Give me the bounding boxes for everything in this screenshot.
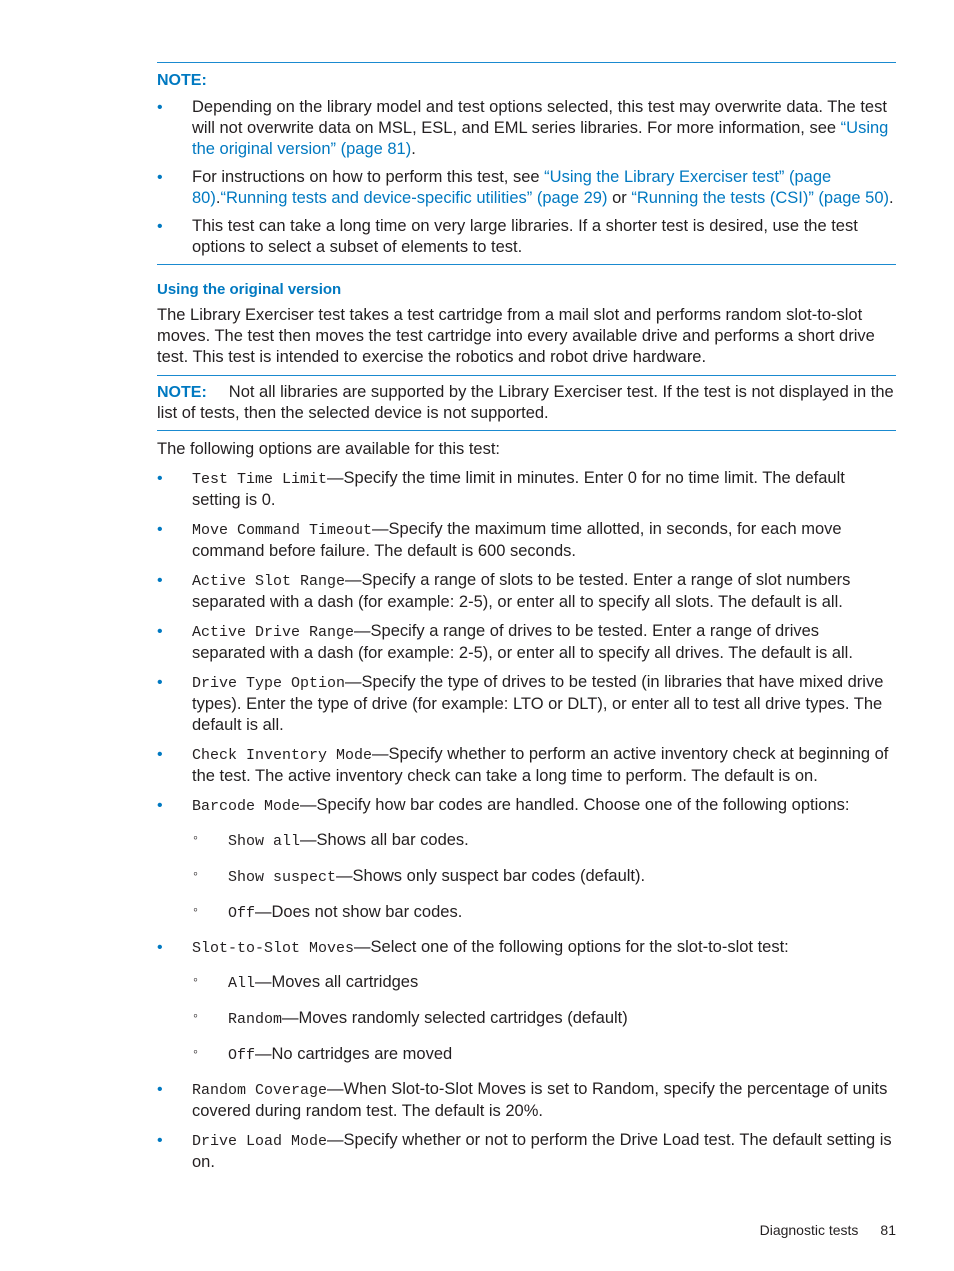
sub-option-item: ◦ Show suspect—Shows only suspect bar codes (default).	[157, 866, 896, 888]
section-paragraph: The Library Exerciser test takes a test cartridge from a mail slot and performs random slot-to-slot moves. The test then moves the test cartridge into every available drive and performs a short drive test. This test is intended to exercise the robotics and robot drive hardware.	[157, 306, 875, 366]
option-code: Show all	[228, 833, 301, 850]
option-item: • Drive Load Mode—Specify whether or not to perform the Drive Load test. The default setting is on.	[157, 1130, 896, 1173]
note2	[157, 382, 896, 424]
note-bullet-overwrite: • Depending on the library model and test options selected, this test may overwrite data. The test will not overwrite data on MSL, ESL, and EML series libraries. For more information, see “Using the original version” (page 81).	[157, 97, 896, 160]
note2-top-rule	[157, 375, 896, 376]
option-item: • Active Slot Range—Specify a range of slots to be tested. Enter a range of slot numbers separated with a dash (for example: 2-5), or enter all to specify all slots. The default is all.	[157, 570, 896, 613]
link-running-tests-csi[interactable]: “Running the tests (CSI)” (page 50)	[631, 189, 890, 207]
link-running-tests[interactable]: “Running tests and device-specific utilities” (page 29)	[220, 189, 608, 207]
note-top-rule	[157, 62, 896, 63]
option-code: Barcode Mode	[192, 798, 301, 815]
footer-page-number: 81	[880, 1222, 896, 1238]
sub-option-item: ◦ Show all—Shows all bar codes.	[157, 830, 896, 852]
page-content	[157, 62, 896, 1173]
note-heading: NOTE:	[157, 72, 207, 89]
option-code: Drive Type Option	[192, 675, 346, 692]
note-bottom-rule	[157, 264, 896, 265]
note2-heading: NOTE:	[157, 384, 207, 401]
footer-section: Diagnostic tests	[759, 1222, 859, 1238]
sub-option-item: ◦ All—Moves all cartridges	[157, 972, 896, 994]
option-code: Active Slot Range	[192, 573, 346, 590]
note-bullet-instructions: • For instructions on how to perform this test, see “Using the Library Exerciser test” (page 80).“Running tests and device-specific utilities” (page 29) or “Running the tests (CSI)” (page 50).	[157, 167, 896, 209]
option-code: Slot-to-Slot Moves	[192, 940, 355, 957]
option-code: Off	[228, 905, 256, 922]
option-code: Test Time Limit	[192, 471, 328, 488]
sub-option-item: ◦ Random—Moves randomly selected cartridges (default)	[157, 1008, 896, 1030]
option-item: • Check Inventory Mode—Specify whether to perform an active inventory check at beginning of the test. The active inventory check can take a long time to perform. The default is on.	[157, 744, 896, 787]
page-footer	[760, 1222, 896, 1238]
option-item: • Random Coverage—When Slot-to-Slot Moves is set to Random, specify the percentage of units covered during random test. The default is 20%.	[157, 1079, 896, 1122]
sub-option-item: ◦ Off—Does not show bar codes.	[157, 902, 896, 924]
option-code: Random Coverage	[192, 1082, 328, 1099]
sub-option-item: ◦ Off—No cartridges are moved	[157, 1044, 896, 1066]
option-code: Show suspect	[228, 869, 337, 886]
option-code: Move Command Timeout	[192, 522, 373, 539]
option-code: Drive Load Mode	[192, 1133, 328, 1150]
option-code: All	[228, 975, 256, 992]
note-bullet-long-time: • This test can take a long time on very large libraries. If a shorter test is desired, use the test options to select a subset of elements to test.	[157, 216, 896, 258]
option-item: • Slot-to-Slot Moves—Select one of the following options for the slot-to-slot test:	[157, 937, 896, 959]
option-code: Active Drive Range	[192, 624, 355, 641]
option-item: • Move Command Timeout—Specify the maximum time allotted, in seconds, for each move command before failure. The default is 600 seconds.	[157, 519, 896, 562]
option-item: • Active Drive Range—Specify a range of drives to be tested. Enter a range of drives separated with a dash (for example: 2-5), or enter all to specify all drives. The default is all.	[157, 621, 896, 664]
note2-bottom-rule	[157, 430, 896, 431]
note2-text: Not all libraries are supported by the Library Exerciser test. If the test is not displayed in the list of tests, then the selected device is not supported.	[157, 383, 894, 422]
option-code: Check Inventory Mode	[192, 747, 373, 764]
options-list	[157, 468, 896, 1173]
options-intro: The following options are available for this test:	[157, 440, 501, 458]
section-heading: Using the original version	[157, 281, 342, 298]
option-code: Off	[228, 1047, 256, 1064]
option-item: • Test Time Limit—Specify the time limit in minutes. Enter 0 for no time limit. The default setting is 0.	[157, 468, 896, 511]
link-original-version[interactable]: “Using the original version” (page 81)	[192, 119, 889, 158]
option-item: • Drive Type Option—Specify the type of drives to be tested (in libraries that have mixed drive types). Enter the type of drive (for example: LTO or DLT), or enter all to test all drive types. The default is all.	[157, 672, 896, 736]
option-code: Random	[228, 1011, 283, 1028]
option-item: • Barcode Mode—Specify how bar codes are handled. Choose one of the following options:	[157, 795, 896, 817]
link-library-exerciser[interactable]: “Using the Library Exerciser test” (page 80)	[192, 168, 832, 207]
